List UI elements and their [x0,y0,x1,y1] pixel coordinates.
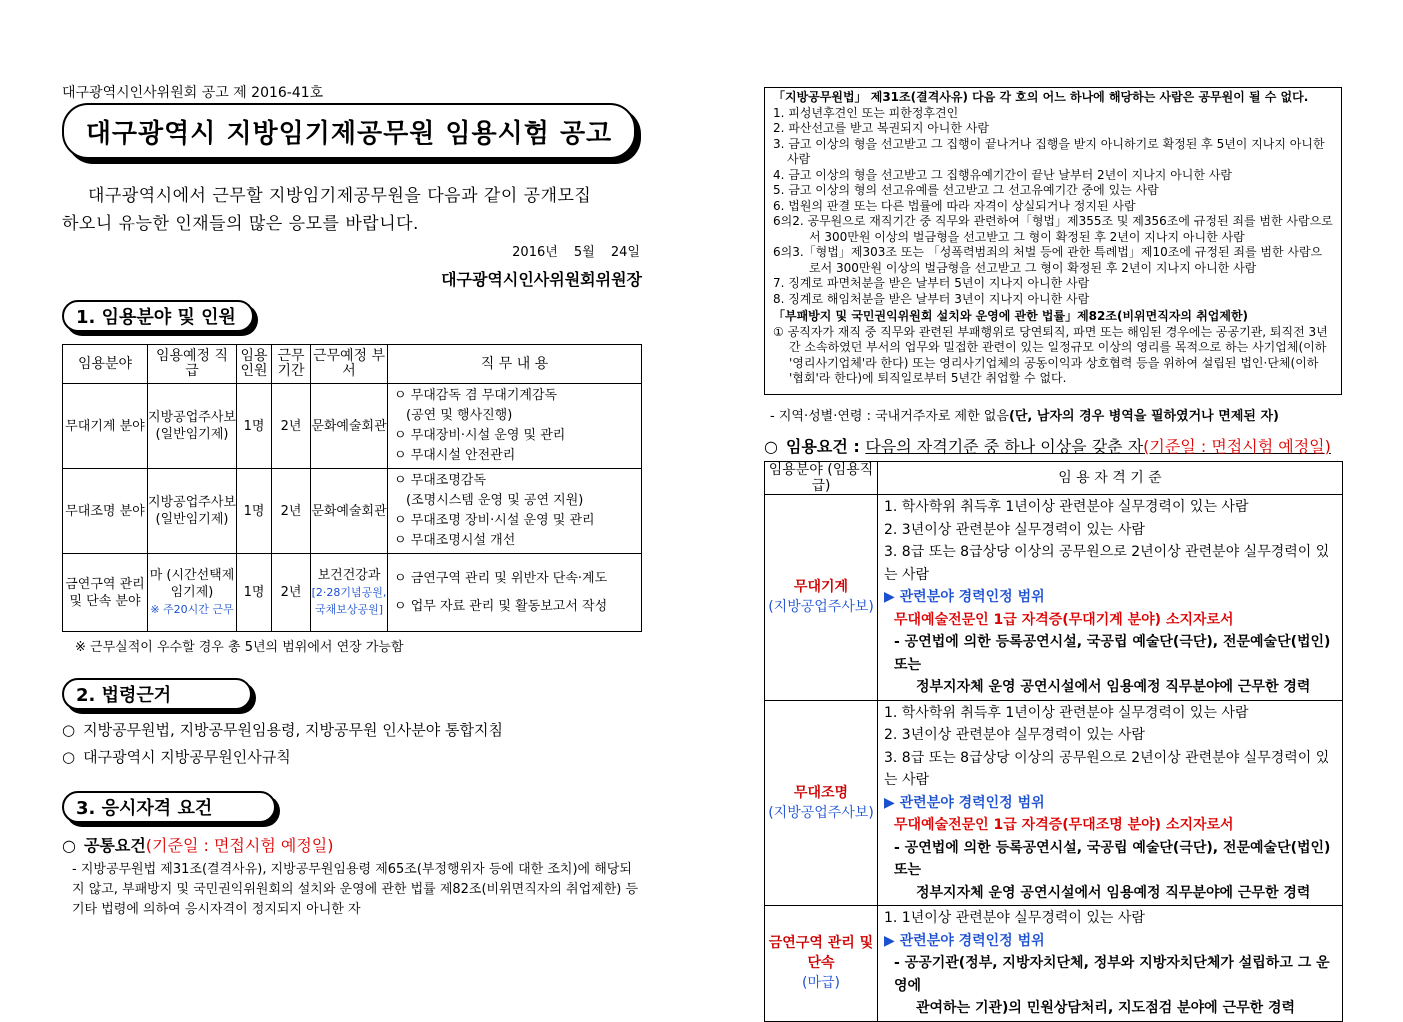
dept-text: 보건건강과 [317,568,381,583]
cell-period: 2년 [272,384,311,469]
section-3-heading: 3. 응시자격 요건 [62,791,276,823]
law-item: 1. 피성년후견인 또는 피한정후견인 [773,105,959,120]
law-heading: 「지방공무원법」 제31조(결격사유) 다음 각 호의 어느 하나에 해당하는 사람은 공무원이 될 수 없다. [773,90,1309,104]
range-detail: - 공공기관(정부, 지방자치단체, 정부와 지방자치단체가 설립하고 그 운영에 [894,955,1330,994]
license-requirement: 무대예술전문인 1급 자격증(무대기계 분야) 소지자로서 [894,611,1234,628]
table-row [63,554,642,632]
law-basis-text: 대구광역시 지방공무원인사규칙 [83,748,291,766]
cell-field: 무대기계 분야 [63,384,148,469]
criteria-line: 2. 3년이상 관련분야 실무경력이 있는 사람 [884,521,1145,538]
cell-field: 금연구역 관리 및 단속 분야 [63,554,148,632]
law-item: 3. 금고 이상의 형을 선고받고 그 집행이 끝나거나 집행을 받지 아니하기로 확정된 후 5년이 지나지 아니한 사람 [773,136,1325,166]
cell-rank: 지방공업주사보 (일반임기제) [148,384,237,469]
range-detail: - 공연법에 의한 등록공연시설, 국공립 예술단(극단), 전문예술단(법인) 또는 [894,634,1331,673]
col-header-period: 근무 기간 [272,345,311,384]
intro-text [62,182,644,238]
duty-line: ㅇ 무대시설 안전관리 [394,448,516,463]
cell-duties [388,554,642,632]
circle-bullet-icon: ○ [62,836,76,855]
cell-rank: 지방공업주사보 (일반임기제) [148,469,237,554]
notice-number: 대구광역시인사위원회 공고 제 2016-41호 [62,85,324,101]
issuing-organization: 대구광역시인사위원회위원장 [441,270,642,289]
law-basis-text: 지방공무원법, 지방공무원임용령, 지방공무원 인사분야 통합지침 [83,721,503,739]
col-header-rank: 임용예정 직 급 [148,345,237,384]
criteria-line: 1. 1년이상 관련분야 실무경력이 있는 사람 [884,910,1145,926]
law-item-2: ① 공직자가 재직 중 직무와 관련된 부패행위로 당연퇴직, 파면 또는 해임된 경우에는 공공기관, 퇴직전 3년간 소속하였던 부서의 업무와 밀접한 관련이 있는 일정규모 이상의 영리를 목적으로 하는 사기업체(이하 '영리사기업체'라 한다) 또는 영리사기업체의 공동이익과 상호협력 등을 위하여 설립된 법인·단체(이하 '협회'라 한다)에 퇴직일로부터 5년간 취업할 수 없다. [773,324,1328,385]
duty-line: (조명시스템 운영 및 공연 지원) [406,493,584,508]
range-detail: 정부지자체 운영 공연시설에서 임용예정 직무분야에 근무한 경력 [916,884,1311,901]
circle-bullet-icon: ○ [764,437,778,456]
law-item: 6의3.「형법」제303조 또는 「성폭력범죄의 처벌 등에 관한 특례법」제10조에 규정된 죄를 범한 사람으로서 300만원 이상의 벌금형을 선고받고 그 형이 확정된 후 2년이 지나지 아니한 사람 [773,245,1323,275]
range-detail: 정부지자체 운영 공연시설에서 임용예정 직무분야에 근무한 경력 [916,679,1311,695]
table-row [765,700,1343,906]
range-label: ▶ 관련분야 경력인정 범위 [884,794,1045,811]
duty-line: ㅇ 무대감독 겸 무대기계감독 [394,388,558,403]
req-under-text: 다음의 자격기준 중 하나 이상을 갖춘 자 [865,437,1144,456]
table-row [765,495,1343,701]
law-item: 7. 징계로 파면처분을 받은 날부터 5년이 지나지 아니한 사람 [773,276,1090,290]
table-row [765,906,1343,1022]
category-rank: (마급) [802,975,840,992]
cell-category [765,700,878,906]
cell-dept: 문화예술회관 [311,384,388,469]
category-rank: (지방공업주사보) [768,804,874,821]
cell-count: 1명 [237,469,272,554]
cell-dept: 문화예술회관 [311,469,388,554]
dept-note: [2·28기념공원, 국채보상공원] [311,586,387,616]
limit-text: - 지역·성별·연령 : 국내거주자로 제한 없음 [770,409,1009,424]
range-detail: - 공연법에 의한 등록공연시설, 국공립 예술단(극단), 전문예술단(법인) 또는 [894,839,1331,878]
cell-category [765,495,878,701]
duty-line: ㅇ 무대조명시설 개선 [394,533,516,548]
intro-line-1: 대구광역시에서 근무할 지방임기제공무원을 다음과 같이 공개모집 [88,186,592,206]
page-title: 대구광역시 지방임기제공무원 임용시험 공고 [62,103,636,159]
cell-period: 2년 [272,469,311,554]
requirements-title [764,434,1331,457]
cell-period: 2년 [272,554,311,632]
duty-line: ㅇ 업무 자료 관리 및 활동보고서 작성 [394,598,608,614]
criteria-line: 2. 3년이상 관련분야 실무경력이 있는 사람 [884,727,1145,743]
law-item: 8. 징계로 해임처분을 받은 날부터 3년이 지나지 아니한 사람 [773,291,1090,306]
law-item: 4. 금고 이상의 형을 선고받고 그 집행유예기간이 끝난 날부터 2년이 지나지 아니한 사람 [773,167,1232,182]
cell-field: 무대조명 분야 [63,469,148,554]
cell-dept [311,554,388,632]
common-label: 공통요건 [83,836,146,855]
qualification-table [764,461,1343,1022]
law-item: 5. 금고 이상의 형의 선고유예를 선고받고 그 선고유예기간 중에 있는 사람 [773,183,1159,197]
notice-date: 2016년 5월 24일 [512,245,640,260]
criteria-line: 1. 학사학위 취득후 1년이상 관련분야 실무경력이 있는 사람 [884,499,1249,515]
cell-duties [388,469,642,554]
cell-count: 1명 [237,384,272,469]
col-header-criteria: 임 용 자 격 기 준 [878,462,1343,495]
category-name: 무대기계 [793,579,849,596]
col-header-dept: 근무예정 부 서 [311,345,388,384]
circle-bullet-icon: ○ [62,721,76,739]
region-gender-age-limit [770,405,1345,424]
common-requirements-title [62,833,334,856]
license-requirement: 무대예술전문인 1급 자격증(무대조명 분야) 소지자로서 [894,817,1234,833]
extension-note: ※ 근무실적이 우수할 경우 총 5년의 범위에서 연장 가능함 [75,640,404,655]
circle-bullet-icon: ○ [62,748,76,766]
duty-line: ㅇ 무대조명감독 [394,473,487,488]
col-header-field: 임용분야 [63,345,148,384]
category-rank: (지방공업주사보) [768,599,874,616]
positions-table [62,344,642,632]
req-underline [865,437,1331,456]
section-1-heading: 1. 임용분야 및 인원 [62,300,254,332]
cell-duties [388,384,642,469]
criteria-line: 3. 8급 또는 8급상당 이상의 공무원으로 2년이상 관련분야 실무경력이 있는 사람 [884,544,1330,583]
criteria-line: 3. 8급 또는 8급상당 이상의 공무원으로 2년이상 관련분야 실무경력이 있는 사람 [884,749,1330,788]
law-item: 6. 법원의 판결 또는 다른 법률에 따라 자격이 상실되거나 정지된 사람 [773,198,1136,213]
law-heading-2: 「부패방지 및 국민권익위원회 설치와 운영에 관한 법률」제82조(비위면직자의 취업제한) [773,309,1249,323]
range-label: ▶ 관련분야 경력인정 범위 [884,932,1045,949]
common-requirements-body: - 지방공무원법 제31조(결격사유), 지방공무원임용령 제65조(부정행위자 등에 대한 조치)에 해당되지 않고, 부패방지 및 국민권익위원회의 설치와 운영에 관한 법률 제82조(비위면직자의 취업제한) 등 기타 법령에 의하여 응시자격이 정지되지 아니한 자 [72,862,639,917]
duty-line: (공연 및 행사진행) [406,408,513,423]
disqualification-law-box [764,87,1342,395]
cell-criteria [878,700,1343,906]
criteria-line: 1. 학사학위 취득후 1년이상 관련분야 실무경력이 있는 사람 [884,704,1249,721]
col-header-duties: 직 무 내 용 [388,345,642,384]
intro-line-2: 하오니 유능한 인재들의 많은 응모를 바랍니다. [62,214,419,234]
duty-line: ㅇ 금연구역 관리 및 위반자 단속·계도 [394,570,608,586]
col-header-count: 임용 인원 [237,345,272,384]
req-label: 임용요건 : [785,437,860,456]
rank-text: 마 (시간선택제 임기제) [149,568,235,600]
category-name: 무대조명 [793,784,849,801]
law-item: 6의2. 공무원으로 재직기간 중 직무와 관련하여「형법」제355조 및 제356조에 규정된 죄를 범한 사람으로서 300만원 이상의 벌금형을 선고받고 그 형이 확정된 후 2년이 지나지 아니한 사람 [773,214,1333,244]
cell-criteria [878,906,1343,1022]
range-detail: 관여하는 기관)의 민원상담처리, 지도점검 분야에 근무한 경력 [916,1000,1296,1016]
range-label: ▶ 관련분야 경력인정 범위 [884,589,1045,605]
req-basis: (기준일 : 면접시험 예정일) [1143,437,1331,456]
law-item: 2. 파산선고를 받고 복권되지 아니한 사람 [773,121,989,135]
duty-line: ㅇ 무대조명 장비·시설 운영 및 관리 [394,513,595,528]
col-header-field: 임용분야 (임용직급) [765,462,878,495]
rank-note: ※ 주20시간 근무 [150,603,234,616]
common-basis: (기준일 : 면접시험 예정일) [145,836,334,855]
limit-bold: (단, 남자의 경우 병역을 필하였거나 면제된 자) [1008,409,1279,424]
section-2-heading: 2. 법령근거 [62,678,252,710]
cell-criteria [878,495,1343,701]
cell-rank [148,554,237,632]
law-basis-item [62,746,291,767]
category-name: 금연구역 관리 및 단속 [768,935,874,972]
cell-count: 1명 [237,554,272,632]
qualification-table-header [765,462,1343,495]
table-row [63,469,642,554]
law-basis-item [62,719,503,740]
table-row [63,384,642,469]
positions-table-header [63,345,642,384]
cell-category [765,906,878,1022]
duty-line: ㅇ 무대장비·시설 운영 및 관리 [394,428,566,443]
